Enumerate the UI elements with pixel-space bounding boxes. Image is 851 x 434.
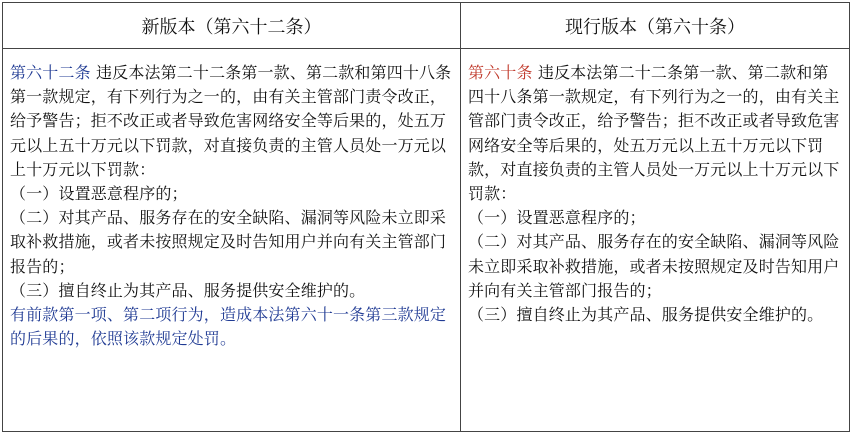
comparison-table <box>2 2 850 432</box>
new-article-paragraph <box>10 61 454 182</box>
new-version-cell <box>3 49 461 432</box>
new-item-2: （二）对其产品、服务存在的安全缺陷、漏洞等风险未立即采取补救措施，或者未按照规定及时告知用户并向有关主管部门报告的； <box>10 208 447 276</box>
header-row <box>3 3 850 49</box>
new-item-1: （一）设置恶意程序的； <box>10 184 188 204</box>
content-row <box>3 49 850 432</box>
current-item-1: （一）设置恶意程序的； <box>468 208 646 228</box>
new-item-3: （三）擅自终止为其产品、服务提供安全维护的。 <box>10 280 366 300</box>
current-article-body: 违反本法第二十二条第一款、第二款和第四十八条第一款规定，有下列行为之一的，由有关主管部门责令改正，给予警告；拒不改正或者导致危害网络安全等后果的，处五万元以上五十万元以下罚款，对直接负责的主管人员处一万元以上十万元以下罚款： <box>468 63 840 204</box>
header-new-version: 新版本（第六十二条） <box>3 3 461 49</box>
current-item-3: （三）擅自终止为其产品、服务提供安全维护的。 <box>468 305 824 325</box>
header-current-version: 现行版本（第六十条） <box>461 3 850 49</box>
current-version-cell <box>461 49 850 432</box>
new-article-body: 违反本法第二十二条第一款、第二款和第四十八条第一款规定，有下列行为之一的，由有关主管部门责令改正，给予警告；拒不改正或者导致危害网络安全等后果的，处五万元以上五十万元以下罚款，对直接负责的主管人员处一万元以上十万元以下罚款： <box>10 63 452 179</box>
current-article-paragraph <box>468 61 843 206</box>
current-item-2: （二）对其产品、服务存在的安全缺陷、漏洞等风险未立即采取补救措施，或者未按照规定及时告知用户并向有关主管部门报告的； <box>468 232 840 300</box>
current-article-ref: 第六十条 <box>468 63 533 82</box>
new-article-ref: 第六十二条 <box>10 63 91 82</box>
new-added-clause: 有前款第一项、第二项行为，造成本法第六十一条第三款规定的后果的，依照该款规定处罚。 <box>10 305 447 349</box>
